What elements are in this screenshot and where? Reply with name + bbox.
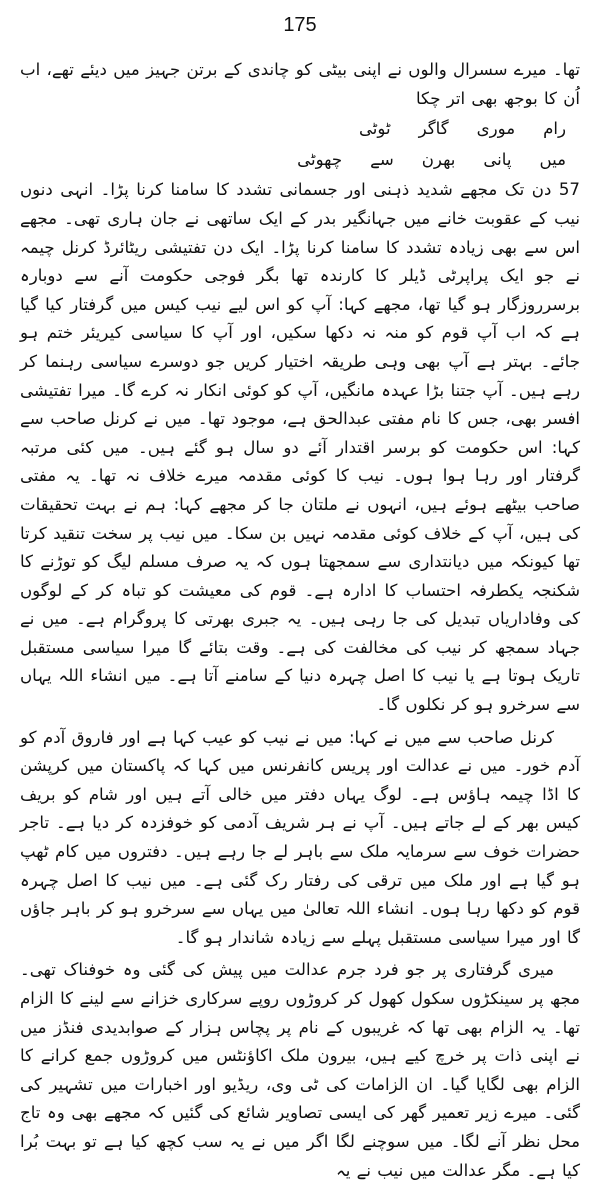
verse-line-1 [20,115,580,144]
verse-word: میں [539,149,566,169]
verse-word: ٹوٹی [358,119,391,139]
verse-word: رام [543,119,566,139]
verse-word: گاگر [418,119,449,139]
verse-line-2 [20,146,580,175]
verse-word: چھوٹی [297,149,343,169]
paragraph-3: میری گرفتاری پر جو فرد جرم عدالت میں پیش کی گئی وہ خوفناک تھی۔ مجھ پر سینکڑوں سکول کھول کر کروڑوں روپے سرکاری خزانے سے لینے کا الزام تھا۔ یہ الزام بھی تھا کہ غریبوں کے نام پر پچاس ہزار کے صوابدیدی فنڈز میں نے اپنی ذات پر خرچ کیے ہیں، بیرون ملک اکاؤنٹس میں کروڑوں جمع کرانے کا الزام بھی لگایا گیا۔ ان الزامات کی ٹی وی، ریڈیو اور اخبارات میں تشہیر کی گئی۔ میرے زیر تعمیر گھر کی ایسی تصاویر شائع کی گئیں کہ مجھے بھی وہ تاج محل نظر آنے لگا۔ میں سوچنے لگا اگر میں نے یہ سب کچھ کیا ہے تو بہت بُرا کیا ہے۔ مگر عدالت میں نیب نے یہ [20,960,580,1180]
verse-word: پانی [483,149,512,169]
page-number: 175 [283,14,317,36]
paragraph-2: کرنل صاحب سے میں نے کہا: میں نے نیب کو عیب کہا ہے اور فاروق آدم کو آدم خور۔ میں نے عدالت اور پریس کانفرنس میں کہا کہ پاکستان میں کرپشن کا اڈا چیمہ ہاؤس ہے۔ لوگ یہاں دفتر میں خالی آتے ہیں اور شام کو بریف کیس بھر کے لے جاتے ہیں۔ آپ نے ہر شریف آدمی کو خوفزدہ کر دیا ہے۔ تاجر حضرات خوف سے سرمایہ ملک سے باہر لے جا رہے ہیں۔ دفتروں میں کام ٹھپ ہو گیا ہے اور ملک میں ترقی کی رفتار رک گئی ہے۔ میں نیب کا اصل چہرہ قوم کو دکھا رہا ہوں۔ انشاء اللہ تعالیٰ میں یہاں سے سرخرو ہو کر باہر جاؤں گا اور میرا سیاسی مستقبل پہلے سے زیادہ شاندار ہو گا۔ [20,727,580,947]
verse-word: سے [370,149,394,169]
paragraph-1: 57 دن تک مجھے شدید ذہنی اور جسمانی تشدد کا سامنا کرنا پڑا۔ انہی دنوں نیب کے عقوبت خانے میں جہانگیر بدر کے ایک ساتھی نے جان ہاری تھی۔ مجھے اس سے بھی زیادہ تشدد کا سامنا کرنا پڑا۔ ایک دن تفتیشی ریٹائرڈ کرنل چیمہ نے جو ایک پراپرٹی ڈیلر کا کارندہ تھا بگر فوجی حکومت آنے سے دوبارہ برسرروزگار ہو گیا تھا، مجھے کہا: آپ کو اس لیے نیب کیس میں گرفتار کیا گیا ہے کہ اب آپ قوم کو منہ نہ دکھا سکیں، اور آپ کا سیاسی کیریئر ختم ہو جائے۔ بہتر ہے آپ بھی وہی طریقہ اختیار کریں جو دوسرے سیاسی رہنما کر رہے ہیں۔ آپ جتنا بڑا عہدہ مانگیں، آپ کو کوئی انکار نہ کرے گا۔ میرا تفتیشی افسر بھی، جس کا نام مفتی عبدالحق ہے، موجود تھا۔ میں نے کرنل صاحب سے کہا: اس حکومت کو برسر اقتدار آئے دو سال ہو گئے ہیں۔ میں کئی مرتبہ گرفتار اور رہا ہوا ہوں۔ نیب کا کوئی مقدمہ میرے خلاف نہ تھا۔ یہ مفتی صاحب بیٹھے ہوئے ہیں، انہوں نے ملتان جا کر مجھے کہا: ہم نے بہت تحقیقات کی ہیں، آپ کے خلاف کوئی مقدمہ نہیں بن سکا۔ میں نیب پر سخت تنقید کرتا تھا کیونکہ میں دیانتداری سے سمجھتا ہوں کہ یہ صرف مسلم لیگ کو توڑنے کا شکنجہ یکطرفہ احتساب کا ادارہ ہے۔ قوم کی معیشت کو تباہ کر کے لوگوں کی وفاداریاں تبدیل کی جا رہی ہیں۔ یہ جبری بھرتی کا پروگرام ہے۔ میں نے جہاد سمجھ کر نیب کی مخالفت کی ہے۔ وقت بتائے گا میرا سیاسی مستقبل تاریک ہوتا ہے یا نیب کا اصل چہرہ دنیا کے سامنے آتا ہے۔ میں انشاء اللہ یہاں سے سرخرو ہو کر نکلوں گا۔ [20,180,580,715]
verse-word: بھرن [421,149,456,169]
verse-word: موری [476,119,516,139]
intro-line: تھا۔ میرے سسرال والوں نے اپنی بیٹی کو چاندی کے برتن جہیز میں دیئے تھے، اب اُن کا بوجھ بھی اتر چکا [20,60,580,108]
body-text [20,56,580,1185]
